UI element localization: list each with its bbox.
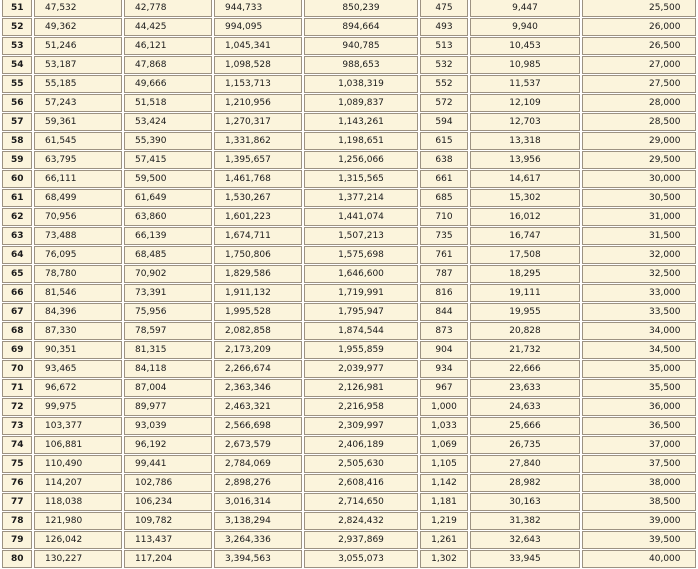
col6-cell: 1,261 bbox=[420, 531, 468, 549]
col5-cell: 1,575,698 bbox=[304, 246, 418, 264]
col7-cell: 21,732 bbox=[470, 341, 580, 359]
col2-cell: 126,042 bbox=[34, 531, 122, 549]
col4-cell: 1,601,223 bbox=[214, 208, 302, 226]
col5-cell: 1,507,213 bbox=[304, 227, 418, 245]
col5-cell: 1,719,991 bbox=[304, 284, 418, 302]
col3-cell: 106,234 bbox=[124, 493, 212, 511]
col5-cell: 1,646,600 bbox=[304, 265, 418, 283]
col8-cell: 31,000 bbox=[582, 208, 696, 226]
col4-cell: 1,829,586 bbox=[214, 265, 302, 283]
col8-cell: 26,500 bbox=[582, 37, 696, 55]
table-row bbox=[2, 189, 696, 207]
level-cell: 69 bbox=[2, 341, 32, 359]
col5-cell: 1,089,837 bbox=[304, 94, 418, 112]
col6-cell: 844 bbox=[420, 303, 468, 321]
level-cell: 53 bbox=[2, 37, 32, 55]
table-row bbox=[2, 417, 696, 435]
level-cell: 62 bbox=[2, 208, 32, 226]
col7-cell: 10,453 bbox=[470, 37, 580, 55]
col5-cell: 2,126,981 bbox=[304, 379, 418, 397]
col4-cell: 1,911,132 bbox=[214, 284, 302, 302]
col7-cell: 32,643 bbox=[470, 531, 580, 549]
level-cell: 76 bbox=[2, 474, 32, 492]
table-row bbox=[2, 322, 696, 340]
col5-cell: 940,785 bbox=[304, 37, 418, 55]
table-row bbox=[2, 227, 696, 245]
level-cell: 60 bbox=[2, 170, 32, 188]
col6-cell: 594 bbox=[420, 113, 468, 131]
col7-cell: 9,447 bbox=[470, 0, 580, 17]
col5-cell: 1,256,066 bbox=[304, 151, 418, 169]
col5-cell: 1,377,214 bbox=[304, 189, 418, 207]
col6-cell: 761 bbox=[420, 246, 468, 264]
col6-cell: 493 bbox=[420, 18, 468, 36]
col4-cell: 1,331,862 bbox=[214, 132, 302, 150]
col3-cell: 109,782 bbox=[124, 512, 212, 530]
col6-cell: 552 bbox=[420, 75, 468, 93]
col7-cell: 12,703 bbox=[470, 113, 580, 131]
col3-cell: 78,597 bbox=[124, 322, 212, 340]
level-cell: 77 bbox=[2, 493, 32, 511]
col4-cell: 2,082,858 bbox=[214, 322, 302, 340]
col3-cell: 61,649 bbox=[124, 189, 212, 207]
col4-cell: 1,210,956 bbox=[214, 94, 302, 112]
level-cell: 56 bbox=[2, 94, 32, 112]
col3-cell: 68,485 bbox=[124, 246, 212, 264]
col2-cell: 73,488 bbox=[34, 227, 122, 245]
col8-cell: 39,000 bbox=[582, 512, 696, 530]
col2-cell: 84,396 bbox=[34, 303, 122, 321]
level-cell: 59 bbox=[2, 151, 32, 169]
col7-cell: 10,985 bbox=[470, 56, 580, 74]
col3-cell: 96,192 bbox=[124, 436, 212, 454]
col7-cell: 33,945 bbox=[470, 550, 580, 568]
table-row bbox=[2, 512, 696, 530]
col5-cell: 1,441,074 bbox=[304, 208, 418, 226]
col5-cell: 1,874,544 bbox=[304, 322, 418, 340]
col7-cell: 23,633 bbox=[470, 379, 580, 397]
col3-cell: 75,956 bbox=[124, 303, 212, 321]
table-row bbox=[2, 436, 696, 454]
col5-cell: 1,955,859 bbox=[304, 341, 418, 359]
table-row bbox=[2, 0, 696, 17]
col6-cell: 615 bbox=[420, 132, 468, 150]
col5-cell: 850,239 bbox=[304, 0, 418, 17]
table-row bbox=[2, 341, 696, 359]
col4-cell: 3,394,563 bbox=[214, 550, 302, 568]
col6-cell: 1,219 bbox=[420, 512, 468, 530]
col5-cell: 1,795,947 bbox=[304, 303, 418, 321]
table-row bbox=[2, 474, 696, 492]
col2-cell: 59,361 bbox=[34, 113, 122, 131]
col8-cell: 31,500 bbox=[582, 227, 696, 245]
col2-cell: 76,095 bbox=[34, 246, 122, 264]
col7-cell: 28,982 bbox=[470, 474, 580, 492]
level-cell: 71 bbox=[2, 379, 32, 397]
col5-cell: 2,406,189 bbox=[304, 436, 418, 454]
col8-cell: 34,500 bbox=[582, 341, 696, 359]
table-row bbox=[2, 493, 696, 511]
col4-cell: 1,270,317 bbox=[214, 113, 302, 131]
col2-cell: 106,881 bbox=[34, 436, 122, 454]
col6-cell: 638 bbox=[420, 151, 468, 169]
col5-cell: 2,039,977 bbox=[304, 360, 418, 378]
col8-cell: 30,000 bbox=[582, 170, 696, 188]
col7-cell: 13,956 bbox=[470, 151, 580, 169]
table-row bbox=[2, 303, 696, 321]
col8-cell: 26,000 bbox=[582, 18, 696, 36]
col3-cell: 66,139 bbox=[124, 227, 212, 245]
col6-cell: 967 bbox=[420, 379, 468, 397]
col6-cell: 1,302 bbox=[420, 550, 468, 568]
col4-cell: 3,016,314 bbox=[214, 493, 302, 511]
col3-cell: 59,500 bbox=[124, 170, 212, 188]
level-cell: 57 bbox=[2, 113, 32, 131]
col2-cell: 93,465 bbox=[34, 360, 122, 378]
level-cell: 75 bbox=[2, 455, 32, 473]
col8-cell: 37,000 bbox=[582, 436, 696, 454]
col8-cell: 27,000 bbox=[582, 56, 696, 74]
col6-cell: 787 bbox=[420, 265, 468, 283]
col7-cell: 16,012 bbox=[470, 208, 580, 226]
col8-cell: 29,000 bbox=[582, 132, 696, 150]
col4-cell: 2,784,069 bbox=[214, 455, 302, 473]
col2-cell: 47,532 bbox=[34, 0, 122, 17]
col5-cell: 3,055,073 bbox=[304, 550, 418, 568]
table-row bbox=[2, 151, 696, 169]
col2-cell: 118,038 bbox=[34, 493, 122, 511]
col3-cell: 113,437 bbox=[124, 531, 212, 549]
col4-cell: 1,045,341 bbox=[214, 37, 302, 55]
col4-cell: 2,173,209 bbox=[214, 341, 302, 359]
col2-cell: 61,545 bbox=[34, 132, 122, 150]
col8-cell: 29,500 bbox=[582, 151, 696, 169]
col2-cell: 96,672 bbox=[34, 379, 122, 397]
col6-cell: 513 bbox=[420, 37, 468, 55]
col7-cell: 19,111 bbox=[470, 284, 580, 302]
col3-cell: 102,786 bbox=[124, 474, 212, 492]
col6-cell: 475 bbox=[420, 0, 468, 17]
col5-cell: 2,824,432 bbox=[304, 512, 418, 530]
col8-cell: 36,500 bbox=[582, 417, 696, 435]
table-row bbox=[2, 170, 696, 188]
table-row bbox=[2, 132, 696, 150]
col6-cell: 710 bbox=[420, 208, 468, 226]
col2-cell: 49,362 bbox=[34, 18, 122, 36]
col6-cell: 1,105 bbox=[420, 455, 468, 473]
col2-cell: 70,956 bbox=[34, 208, 122, 226]
col2-cell: 53,187 bbox=[34, 56, 122, 74]
col2-cell: 114,207 bbox=[34, 474, 122, 492]
col8-cell: 40,000 bbox=[582, 550, 696, 568]
col8-cell: 33,000 bbox=[582, 284, 696, 302]
col5-cell: 1,038,319 bbox=[304, 75, 418, 93]
level-cell: 51 bbox=[2, 0, 32, 17]
col3-cell: 55,390 bbox=[124, 132, 212, 150]
col8-cell: 36,000 bbox=[582, 398, 696, 416]
level-cell: 68 bbox=[2, 322, 32, 340]
col2-cell: 63,795 bbox=[34, 151, 122, 169]
col2-cell: 121,980 bbox=[34, 512, 122, 530]
col8-cell: 34,000 bbox=[582, 322, 696, 340]
col3-cell: 70,902 bbox=[124, 265, 212, 283]
col4-cell: 1,750,806 bbox=[214, 246, 302, 264]
col2-cell: 103,377 bbox=[34, 417, 122, 435]
table-row bbox=[2, 75, 696, 93]
table-row bbox=[2, 113, 696, 131]
col5-cell: 988,653 bbox=[304, 56, 418, 74]
level-cell: 64 bbox=[2, 246, 32, 264]
level-cell: 79 bbox=[2, 531, 32, 549]
col4-cell: 3,138,294 bbox=[214, 512, 302, 530]
col7-cell: 9,940 bbox=[470, 18, 580, 36]
level-cell: 66 bbox=[2, 284, 32, 302]
col8-cell: 25,500 bbox=[582, 0, 696, 17]
col3-cell: 63,860 bbox=[124, 208, 212, 226]
col2-cell: 51,246 bbox=[34, 37, 122, 55]
col2-cell: 68,499 bbox=[34, 189, 122, 207]
table-row bbox=[2, 379, 696, 397]
col2-cell: 57,243 bbox=[34, 94, 122, 112]
col5-cell: 1,315,565 bbox=[304, 170, 418, 188]
col3-cell: 57,415 bbox=[124, 151, 212, 169]
table-row bbox=[2, 455, 696, 473]
table-row bbox=[2, 37, 696, 55]
table-row bbox=[2, 246, 696, 264]
col4-cell: 1,461,768 bbox=[214, 170, 302, 188]
col6-cell: 904 bbox=[420, 341, 468, 359]
col5-cell: 2,216,958 bbox=[304, 398, 418, 416]
col2-cell: 78,780 bbox=[34, 265, 122, 283]
col4-cell: 2,566,698 bbox=[214, 417, 302, 435]
col8-cell: 32,000 bbox=[582, 246, 696, 264]
col7-cell: 11,537 bbox=[470, 75, 580, 93]
col7-cell: 31,382 bbox=[470, 512, 580, 530]
col4-cell: 1,153,713 bbox=[214, 75, 302, 93]
col6-cell: 572 bbox=[420, 94, 468, 112]
col3-cell: 89,977 bbox=[124, 398, 212, 416]
col6-cell: 816 bbox=[420, 284, 468, 302]
col8-cell: 32,500 bbox=[582, 265, 696, 283]
col5-cell: 2,608,416 bbox=[304, 474, 418, 492]
table-row bbox=[2, 18, 696, 36]
col2-cell: 110,490 bbox=[34, 455, 122, 473]
table-row bbox=[2, 94, 696, 112]
col8-cell: 27,500 bbox=[582, 75, 696, 93]
col6-cell: 873 bbox=[420, 322, 468, 340]
level-cell: 55 bbox=[2, 75, 32, 93]
level-cell: 72 bbox=[2, 398, 32, 416]
table-row bbox=[2, 360, 696, 378]
col2-cell: 66,111 bbox=[34, 170, 122, 188]
level-cell: 73 bbox=[2, 417, 32, 435]
col3-cell: 99,441 bbox=[124, 455, 212, 473]
col7-cell: 19,955 bbox=[470, 303, 580, 321]
col4-cell: 2,898,276 bbox=[214, 474, 302, 492]
col7-cell: 15,302 bbox=[470, 189, 580, 207]
col3-cell: 93,039 bbox=[124, 417, 212, 435]
col3-cell: 51,518 bbox=[124, 94, 212, 112]
col4-cell: 2,673,579 bbox=[214, 436, 302, 454]
col7-cell: 30,163 bbox=[470, 493, 580, 511]
col8-cell: 28,500 bbox=[582, 113, 696, 131]
col4-cell: 1,674,711 bbox=[214, 227, 302, 245]
col7-cell: 26,735 bbox=[470, 436, 580, 454]
col4-cell: 3,264,336 bbox=[214, 531, 302, 549]
col8-cell: 35,000 bbox=[582, 360, 696, 378]
col2-cell: 87,330 bbox=[34, 322, 122, 340]
table-row bbox=[2, 284, 696, 302]
level-cell: 67 bbox=[2, 303, 32, 321]
level-cell: 78 bbox=[2, 512, 32, 530]
col2-cell: 55,185 bbox=[34, 75, 122, 93]
level-cell: 74 bbox=[2, 436, 32, 454]
col4-cell: 1,098,528 bbox=[214, 56, 302, 74]
col7-cell: 24,633 bbox=[470, 398, 580, 416]
col8-cell: 37,500 bbox=[582, 455, 696, 473]
col8-cell: 35,500 bbox=[582, 379, 696, 397]
col7-cell: 13,318 bbox=[470, 132, 580, 150]
col2-cell: 90,351 bbox=[34, 341, 122, 359]
level-cell: 70 bbox=[2, 360, 32, 378]
col8-cell: 38,500 bbox=[582, 493, 696, 511]
col3-cell: 53,424 bbox=[124, 113, 212, 131]
table-row bbox=[2, 550, 696, 568]
col3-cell: 87,004 bbox=[124, 379, 212, 397]
col4-cell: 944,733 bbox=[214, 0, 302, 17]
col6-cell: 1,069 bbox=[420, 436, 468, 454]
col3-cell: 73,391 bbox=[124, 284, 212, 302]
col4-cell: 1,530,267 bbox=[214, 189, 302, 207]
col4-cell: 994,095 bbox=[214, 18, 302, 36]
col3-cell: 46,121 bbox=[124, 37, 212, 55]
col6-cell: 1,000 bbox=[420, 398, 468, 416]
col3-cell: 84,118 bbox=[124, 360, 212, 378]
col5-cell: 2,937,869 bbox=[304, 531, 418, 549]
col2-cell: 130,227 bbox=[34, 550, 122, 568]
col3-cell: 81,315 bbox=[124, 341, 212, 359]
col4-cell: 2,463,321 bbox=[214, 398, 302, 416]
table-row bbox=[2, 531, 696, 549]
col7-cell: 16,747 bbox=[470, 227, 580, 245]
col8-cell: 39,500 bbox=[582, 531, 696, 549]
col7-cell: 27,840 bbox=[470, 455, 580, 473]
col8-cell: 28,000 bbox=[582, 94, 696, 112]
level-cell: 65 bbox=[2, 265, 32, 283]
col7-cell: 14,617 bbox=[470, 170, 580, 188]
col2-cell: 99,975 bbox=[34, 398, 122, 416]
col6-cell: 661 bbox=[420, 170, 468, 188]
col5-cell: 2,505,630 bbox=[304, 455, 418, 473]
table-row bbox=[2, 265, 696, 283]
col6-cell: 735 bbox=[420, 227, 468, 245]
col5-cell: 2,714,650 bbox=[304, 493, 418, 511]
col7-cell: 18,295 bbox=[470, 265, 580, 283]
col7-cell: 17,508 bbox=[470, 246, 580, 264]
col4-cell: 1,995,528 bbox=[214, 303, 302, 321]
col4-cell: 2,266,674 bbox=[214, 360, 302, 378]
col7-cell: 22,666 bbox=[470, 360, 580, 378]
col5-cell: 2,309,997 bbox=[304, 417, 418, 435]
col2-cell: 81,546 bbox=[34, 284, 122, 302]
col3-cell: 42,778 bbox=[124, 0, 212, 17]
col6-cell: 532 bbox=[420, 56, 468, 74]
col3-cell: 47,868 bbox=[124, 56, 212, 74]
level-cell: 80 bbox=[2, 550, 32, 568]
col4-cell: 1,395,657 bbox=[214, 151, 302, 169]
level-cell: 58 bbox=[2, 132, 32, 150]
col5-cell: 1,198,651 bbox=[304, 132, 418, 150]
col3-cell: 117,204 bbox=[124, 550, 212, 568]
col7-cell: 12,109 bbox=[470, 94, 580, 112]
level-cell: 54 bbox=[2, 56, 32, 74]
level-cell: 61 bbox=[2, 189, 32, 207]
table-row bbox=[2, 208, 696, 226]
col4-cell: 2,363,346 bbox=[214, 379, 302, 397]
level-cell: 52 bbox=[2, 18, 32, 36]
col5-cell: 1,143,261 bbox=[304, 113, 418, 131]
table-row bbox=[2, 398, 696, 416]
col6-cell: 934 bbox=[420, 360, 468, 378]
col3-cell: 49,666 bbox=[124, 75, 212, 93]
col7-cell: 20,828 bbox=[470, 322, 580, 340]
col5-cell: 894,664 bbox=[304, 18, 418, 36]
col6-cell: 1,181 bbox=[420, 493, 468, 511]
col6-cell: 1,033 bbox=[420, 417, 468, 435]
col7-cell: 25,666 bbox=[470, 417, 580, 435]
col6-cell: 1,142 bbox=[420, 474, 468, 492]
level-cell: 63 bbox=[2, 227, 32, 245]
col8-cell: 30,500 bbox=[582, 189, 696, 207]
level-table-body bbox=[2, 0, 696, 568]
col8-cell: 38,000 bbox=[582, 474, 696, 492]
col3-cell: 44,425 bbox=[124, 18, 212, 36]
table-row bbox=[2, 56, 696, 74]
col8-cell: 33,500 bbox=[582, 303, 696, 321]
col6-cell: 685 bbox=[420, 189, 468, 207]
